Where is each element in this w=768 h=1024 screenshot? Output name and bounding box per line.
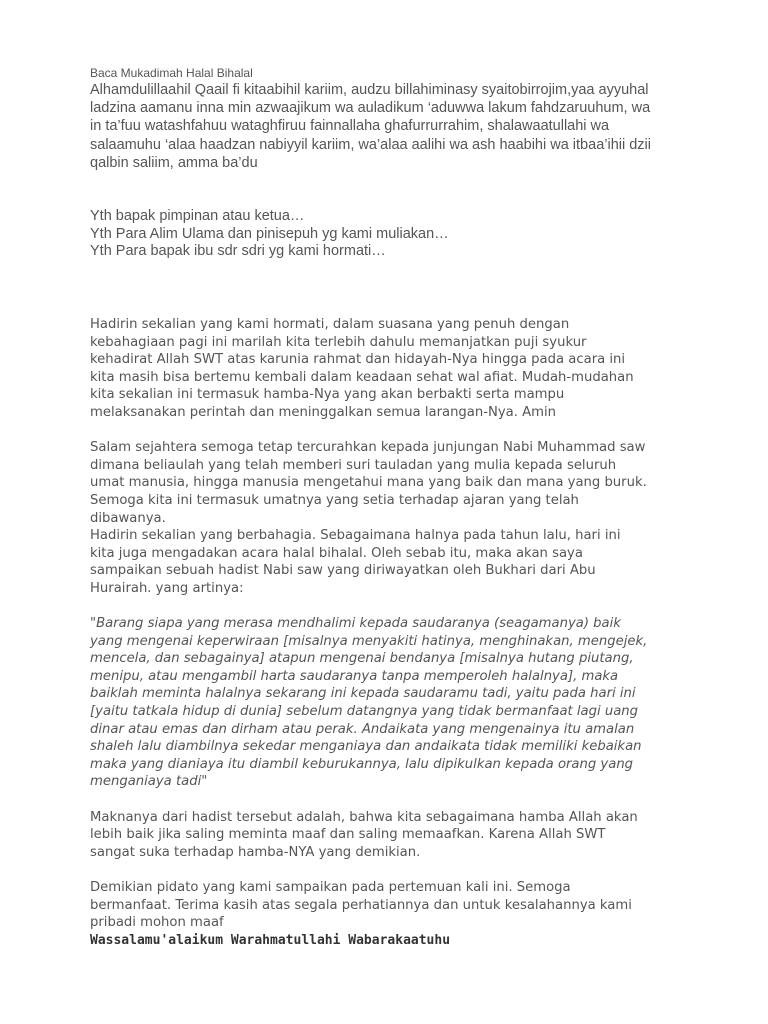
paragraph-conclusion: Demikian pidato yang kami sampaikan pada pertemuan kali ini. Semoga bermanfaat. Terima kasih atas segala perhatiannya dan untuk kesalahannya kami pribadi mohon maaf <box>90 880 632 931</box>
greeting-line: Yth Para Alim Ulama dan pinisepuh yg kami muliakan… <box>90 225 449 242</box>
greeting-line: Yth Para bapak ibu sdr sdri yg kami hormati… <box>90 243 386 260</box>
paragraph-meaning: Maknanya dari hadist tersebut adalah, bahwa kita sebagaimana hamba Allah akan lebih baik jika saling meminta maaf dan saling memaafkan. Karena Allah SWT sangat suka terhadap hamba-NYA yang demikian. <box>90 809 638 860</box>
document-header <box>90 66 690 261</box>
paragraph-salutation: Salam sejahtera semoga tetap tercurahkan kepada junjungan Nabi Muhammad saw dimana beliaulah yang telah memberi suri tauladan yang mulia kepada seluruh umat manusia, hingga manusia mengetahui mana yang baik dan mana yang buruk. Semoga kita ini termasuk umatnya yang setia terhadap ajaran yang telah dibawanya. <box>90 440 647 526</box>
greeting-line: Yth bapak pimpinan atau ketua… <box>90 208 305 225</box>
opening-prayer: Alhamdulillaahil Qaail fi kitaabihil kariim, audzu billahiminasy syaitobirrojim,yaa ayyuhal ladzina aamanu inna min azwaajikum wa auladikum ‘aduwwa lakum fahdzaruuhum, wa in ta’fuu watashfahuu wataghfiruu fainnallaha ghafurrurrahim, shalawaatullahi wa salaamuhu ‘alaa haadzan nabiyyil kariim, wa’alaa aalihi wa ash haabihi wa itbaa’ihii dzii qalbin saliim, amma ba’du <box>90 82 651 171</box>
greetings-list <box>90 208 690 261</box>
paragraph-hadith-intro: Hadirin sekalian yang berbahagia. Sebagaimana halnya pada tahun lalu, hari ini kita juga mengadakan acara halal bihalal. Oleh sebab itu, maka akan saya sampaikan sebuah hadist Nabi saw yang diriwayatkan oleh Bukhari dari Abu Hurairah. yang artinya: <box>90 528 621 596</box>
paragraph-opening-praise: Hadirin sekalian yang kami hormati, dalam suasana yang penuh dengan kebahagiaan pagi ini marilah kita terlebih dahulu memanjatkan puji syukur kehadirat Allah SWT atas karunia rahmat dan hidayah-Nya hingga pada acara ini kita masih bisa bertemu kembali dalam keadaan sehat wal afiat. Mudah-mudahan kita sekalian ini termasuk hamba-Nya yang akan berbakti serta mampu melaksanakan perintah dan meninggalkan semua larangan-Nya. Amin <box>90 317 634 420</box>
hadith-quote: "Barang siapa yang merasa mendhalimi kepada saudaranya (seagamanya) baik yang mengenai keperwiraan [misalnya menyakiti hatinya, menghinakan, mengejek, mencela, dan sebagainya] atapun mengenai bendanya [misalnya hutang piutang, menipu, atau mengambil harta saudaranya tanpa memperoleh halalnya], maka baiklah meminta halalnya sekarang ini kepada saudaramu tadi, yaitu pada hari ini [yaitu tatkala hidup di dunia] sebelum datangnya yang tidak bermanfaat lagi uang dinar atau emas dan dirham atau perak. Andaikata yang mengenainya itu amalan shaleh lalu diambilnya sekedar menganiaya dan andaikata tidak memiliki kebaikan maka yang dianiaya itu diambil keburukannya, lalu dipikulkan kepada orang yang menganiaya tadi" <box>90 616 648 790</box>
document-title: Baca Mukadimah Halal Bihalal <box>90 66 253 80</box>
document-body <box>90 316 690 949</box>
closing-greeting: Wassalamu'alaikum Warahmatullahi Wabarakaatuhu <box>90 932 451 948</box>
